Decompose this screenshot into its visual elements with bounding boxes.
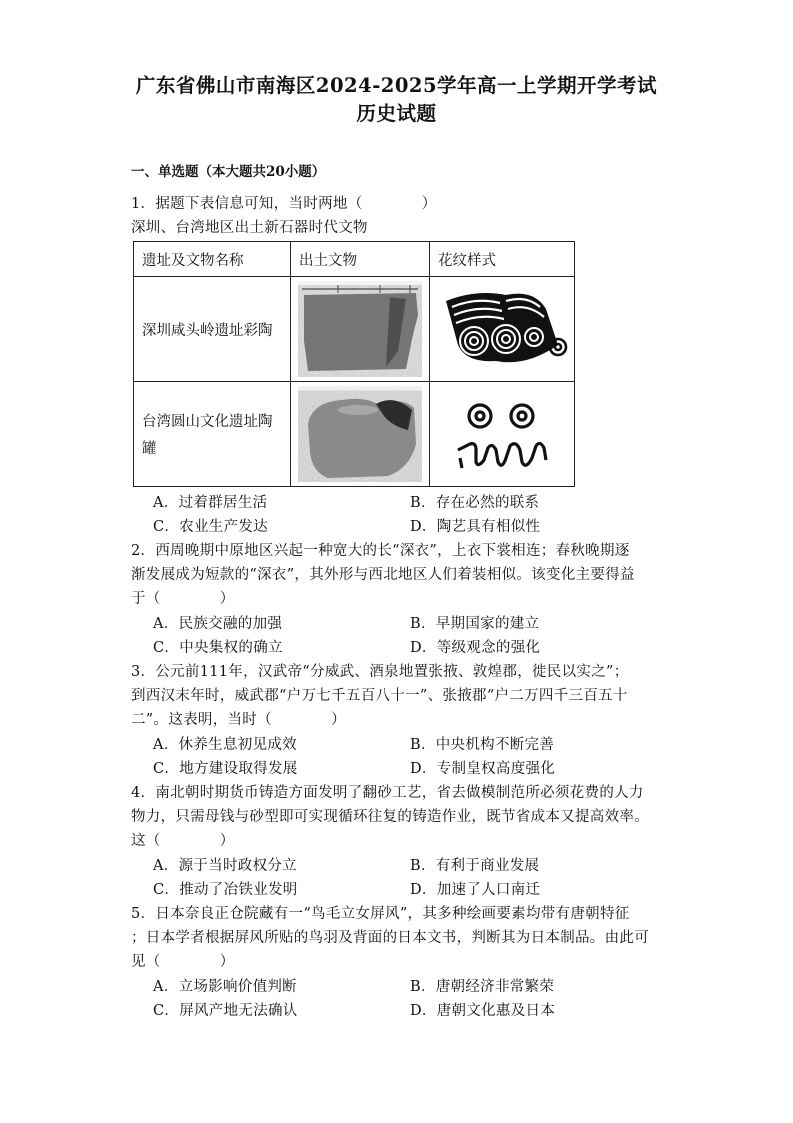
q4-stem-line3: 这（ ） [131,833,235,849]
table-header: 花纹样式 [430,242,575,277]
q5-option-b[interactable]: B．唐朝经济非常繁荣 [410,979,555,995]
q2-option-d[interactable]: D．等级观念的强化 [410,640,541,656]
q2-stem-line1: 2．西周晚期中原地区兴起一种宽大的长“深衣”，上衣下裳相连；春秋晚期逐 [131,543,630,559]
q4-option-a[interactable]: A．源于当时政权分立 [153,858,297,874]
row1-site-name: 深圳咸头岭遗址彩陶 [134,277,291,382]
q3-stem-line3: 二”。这表明，当时（ ） [131,712,346,728]
q5-stem-line3: 见（ ） [131,954,235,970]
exam-title: 广东省佛山市南海区2024-2025学年高一上学期开学考试 [135,74,658,97]
q2-option-a[interactable]: A．民族交融的加强 [153,616,283,632]
q3-option-b[interactable]: B．中央机构不断完善 [410,737,555,753]
q3-option-c[interactable]: C．地方建设取得发展 [153,761,298,777]
exam-subject: 历史试题 [356,102,437,125]
q2-stem-line3: 于（ ） [131,591,235,607]
q4-option-b[interactable]: B．有利于商业发展 [410,858,540,874]
q4-stem-line2: 物力，只需母钱与砂型即可实现循环往复的铸造作业，既节省成本又提高效率。 [131,809,649,825]
q2-option-c[interactable]: C．中央集权的确立 [153,640,283,656]
q5-stem-line1: 5．日本奈良正仓院藏有一“鸟毛立女屏风”，其多种绘画要素均带有唐朝特征 [131,906,630,922]
q2-stem-line2: 渐发展成为短款的“深衣”，其外形与西北地区人们着装相似。该变化主要得益 [131,567,635,583]
q1-stem: 1．据题下表信息可知，当时两地（ ） [131,196,437,212]
row2-name-line1: 台湾圆山文化遗址陶 [142,414,273,430]
table-header: 出土文物 [291,242,430,277]
q1-option-b[interactable]: B．存在必然的联系 [410,495,540,511]
q3-stem-line2: 到西汉末年时，威武郡“户万七千五百八十一”、张掖郡“户二万四千三百五十 [131,688,628,704]
q3-option-d[interactable]: D．专制皇权高度强化 [410,761,556,777]
q5-option-a[interactable]: A．立场影响价值判断 [153,979,297,995]
q3-option-a[interactable]: A．休养生息初见成效 [153,737,297,753]
q1-option-d[interactable]: D．陶艺具有相似性 [410,519,541,535]
q3-stem-line1: 3．公元前111年，汉武帝“分威武、酒泉地置张掖、敦煌郡，徙民以实之”； [131,664,629,680]
q1-option-c[interactable]: C．农业生产发达 [153,519,268,535]
pottery-jar-photo [291,382,430,487]
q1-option-a[interactable]: A．过着群居生活 [153,495,268,511]
section-heading: 一、单选题（本大题共20小题） [131,164,326,180]
eye-spiral-pattern [430,382,575,487]
relics-table [133,241,575,487]
q5-option-d[interactable]: D．唐朝文化惠及日本 [410,1003,556,1019]
q4-option-d[interactable]: D．加速了人口南迁 [410,882,541,898]
row2-name-line2: 罐 [142,441,157,457]
painted-pottery-photo [291,277,430,382]
q4-option-c[interactable]: C．推动了冶铁业发明 [153,882,298,898]
q5-option-c[interactable]: C．屏风产地无法确认 [153,1003,298,1019]
q4-stem-line1: 4．南北朝时期货币铸造方面发明了翻砂工艺，省去做模制范所必须花费的人力 [131,785,644,801]
table-header: 遗址及文物名称 [134,242,291,277]
q5-stem-line2: ；日本学者根据屏风所贴的鸟羽及背面的日本文书，判断其为日本制品。由此可 [131,930,649,946]
wave-circle-pattern [430,277,575,382]
q1-table-caption: 深圳、台湾地区出土新石器时代文物 [131,220,368,236]
q2-option-b[interactable]: B．早期国家的建立 [410,616,540,632]
row2-site-name [134,382,291,487]
